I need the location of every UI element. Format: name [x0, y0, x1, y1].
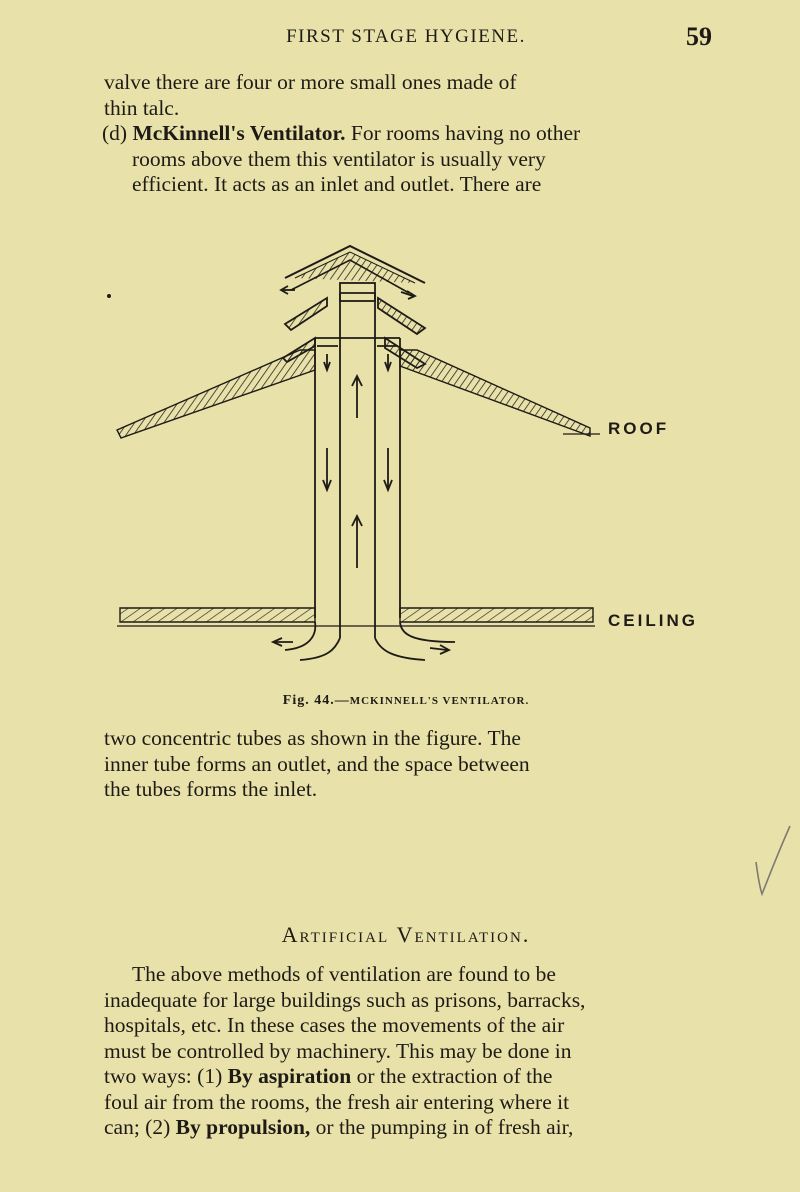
- body-line-6: foul air from the rooms, the fresh air entering where it: [104, 1089, 570, 1114]
- roof-right: [400, 350, 590, 436]
- item-d-line-3: efficient. It acts as an inlet and outlet. There are: [132, 172, 542, 196]
- by-aspiration: By aspiration: [227, 1064, 352, 1088]
- body-line-7-post: or the pumping in of fresh air,: [310, 1115, 574, 1139]
- after-fig-line-2: inner tube forms an outlet, and the space between: [104, 751, 530, 776]
- after-figure-paragraph: [104, 726, 712, 803]
- page-header: [100, 22, 712, 52]
- after-fig-line-3: the tubes forms the inlet.: [104, 777, 318, 801]
- body-line-4: must be controlled by machinery. This may be done in: [104, 1038, 572, 1063]
- body-line-7-pre: can; (2): [104, 1115, 176, 1139]
- running-title: FIRST STAGE HYGIENE.: [286, 26, 526, 47]
- section-heading: [100, 922, 712, 948]
- item-d-line-2: rooms above them this ventilator is usually very: [132, 146, 546, 171]
- body-line-2: inadequate for large buildings such as prisons, barracks,: [104, 987, 586, 1012]
- section-heading-word-2: Ventilation.: [396, 922, 531, 947]
- intro-paragraph: [104, 70, 712, 198]
- body-line-5-pre: two ways: (1): [104, 1064, 228, 1088]
- figure-caption: [100, 693, 712, 709]
- body-line-3: hospitals, etc. In these cases the movements of the air: [104, 1013, 565, 1037]
- item-d-line-1: [102, 121, 712, 147]
- by-propulsion: By propulsion,: [175, 1115, 311, 1139]
- body-line-7: [104, 1115, 712, 1141]
- item-d-title: McKinnell's Ventilator.: [132, 121, 346, 145]
- roof-label: ROOF: [608, 419, 670, 438]
- ceiling-left: [120, 608, 315, 622]
- pencil-check-mark: [752, 822, 792, 898]
- caption-fig-number: Fig. 44.—: [282, 693, 350, 708]
- roof-left: [117, 350, 315, 438]
- intro-line-2: thin talc.: [104, 95, 180, 120]
- body-line-5-post: or the extraction of the: [351, 1064, 553, 1088]
- caption-title: MCKINNELL'S VENTILATOR.: [349, 695, 530, 707]
- ceiling-label: CEILING: [608, 611, 698, 630]
- ceiling-right: [400, 608, 593, 622]
- item-d-marker: (d): [102, 121, 128, 145]
- after-fig-line-1: two concentric tubes as shown in the figure. The: [104, 726, 521, 750]
- page-number: 59: [686, 22, 712, 51]
- ventilator-figure: [95, 238, 735, 678]
- section-body: [104, 962, 712, 1141]
- body-line-1: The above methods of ventilation are found to be: [132, 962, 556, 986]
- body-line-5: [104, 1064, 712, 1090]
- section-heading-word-1: Artificial: [281, 922, 390, 947]
- intro-line-1: valve there are four or more small ones made of: [104, 70, 517, 94]
- item-d-text-1: For rooms having no other: [345, 121, 581, 145]
